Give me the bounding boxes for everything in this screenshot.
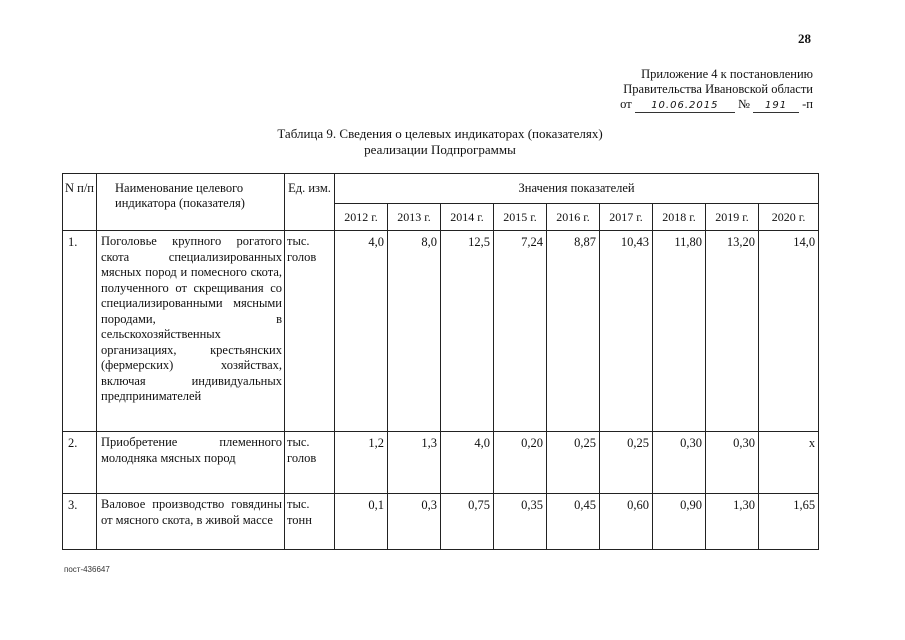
row-value: 10,43 (600, 231, 653, 432)
row-value: x (759, 432, 819, 494)
table-title-line-1: Таблица 9. Сведения о целевых индикаторах (показателях) (277, 126, 603, 141)
table-row (63, 432, 819, 494)
row-value: 4,0 (335, 231, 388, 432)
row-value: 0,45 (547, 494, 600, 550)
row-value: 0,20 (494, 432, 547, 494)
row-value: 0,90 (653, 494, 706, 550)
handwritten-number: 191 (753, 100, 799, 113)
document-code: пост-436647 (64, 565, 110, 574)
row-indicator-name: Приобретение племенного молодняка мясных пород (97, 432, 285, 494)
row-value: 0,3 (388, 494, 441, 550)
header-unit: Ед. изм. (285, 174, 335, 231)
appendix-header (513, 67, 813, 113)
number-suffix: -п (802, 97, 813, 111)
header-year: 2017 г. (600, 204, 653, 231)
row-value: 14,0 (759, 231, 819, 432)
page-number: 28 (798, 31, 811, 46)
row-value: 1,30 (706, 494, 759, 550)
row-value: 8,87 (547, 231, 600, 432)
row-num: 1. (63, 231, 97, 432)
row-indicator-name: Поголовье крупного рогатого скота специализированных мясных пород и помесного скота, полученного от скрещивания со специализированными мясными породами, в сельскохозяйственных организациях, крестьянских (фермерских) хозяйствах, включая индивидуальных предпринимателей (97, 231, 285, 432)
row-unit: тыс. голов (285, 432, 335, 494)
row-value: 0,1 (335, 494, 388, 550)
header-values-group: Значения показателей (335, 174, 819, 204)
row-num: 2. (63, 432, 97, 494)
header-year: 2016 г. (547, 204, 600, 231)
row-value: 1,65 (759, 494, 819, 550)
header-num: N п/п (63, 174, 97, 231)
appendix-date-line (513, 97, 813, 113)
header-name: Наименование целевого индикатора (показателя) (97, 174, 285, 231)
row-unit: тыс. тонн (285, 494, 335, 550)
row-value: 12,5 (441, 231, 494, 432)
header-year: 2018 г. (653, 204, 706, 231)
appendix-line-1: Приложение 4 к постановлению (641, 67, 813, 81)
row-value: 8,0 (388, 231, 441, 432)
row-value: 0,75 (441, 494, 494, 550)
table-title-line-2: реализации Подпрограммы (364, 142, 516, 157)
header-year: 2020 г. (759, 204, 819, 231)
row-value: 0,25 (600, 432, 653, 494)
date-prefix: от (620, 97, 632, 111)
row-indicator-name: Валовое производство говядины от мясного скота, в живой массе (97, 494, 285, 550)
header-year: 2019 г. (706, 204, 759, 231)
appendix-line-2: Правительства Ивановской области (623, 82, 813, 96)
table-row (63, 231, 819, 432)
header-year: 2013 г. (388, 204, 441, 231)
row-value: 0,30 (706, 432, 759, 494)
table-title (180, 126, 700, 158)
header-year: 2014 г. (441, 204, 494, 231)
row-value: 1,2 (335, 432, 388, 494)
header-year: 2012 г. (335, 204, 388, 231)
row-num: 3. (63, 494, 97, 550)
row-value: 0,60 (600, 494, 653, 550)
row-value: 7,24 (494, 231, 547, 432)
row-value: 4,0 (441, 432, 494, 494)
row-value: 0,25 (547, 432, 600, 494)
row-unit: тыс. голов (285, 231, 335, 432)
row-value: 11,80 (653, 231, 706, 432)
row-value: 1,3 (388, 432, 441, 494)
row-value: 13,20 (706, 231, 759, 432)
header-year: 2015 г. (494, 204, 547, 231)
table-row (63, 494, 819, 550)
indicators-table (62, 173, 819, 550)
row-value: 0,30 (653, 432, 706, 494)
handwritten-date: 10.06.2015 (635, 100, 735, 113)
row-value: 0,35 (494, 494, 547, 550)
number-prefix: № (737, 97, 750, 111)
